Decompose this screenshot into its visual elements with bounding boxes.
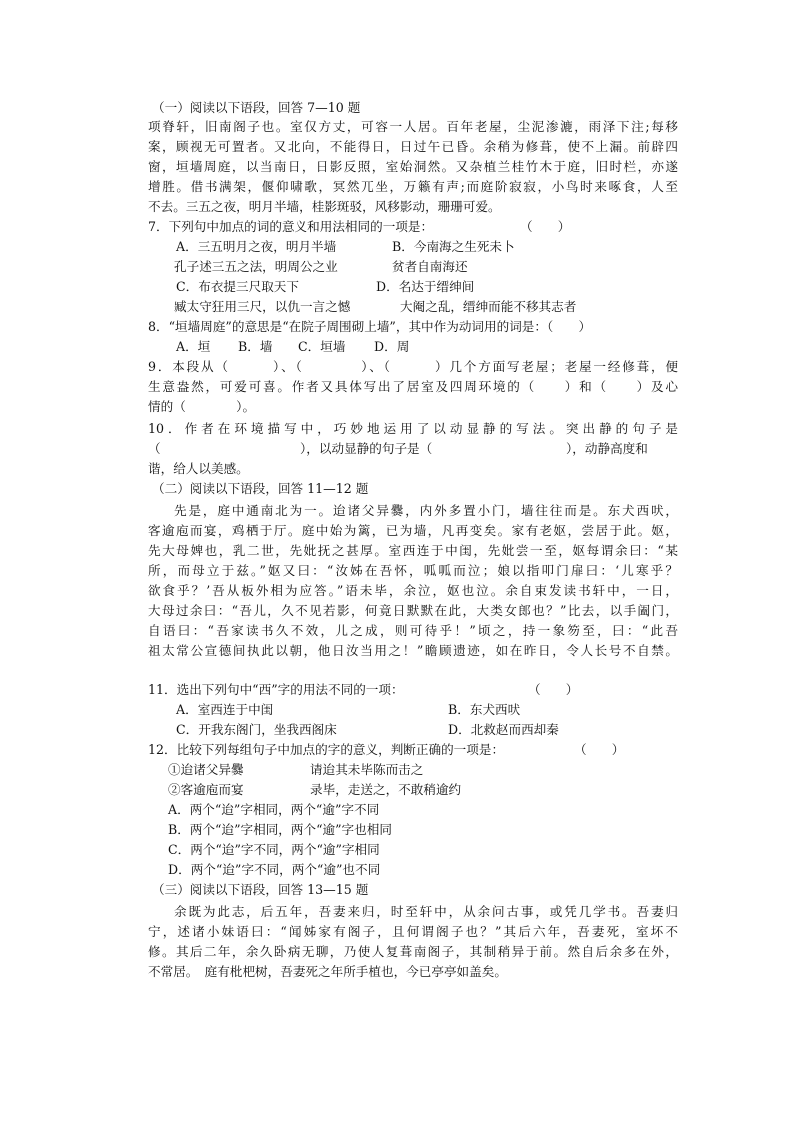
section1-line: 不去。三五之夜，明月半墙，桂影斑驳，风移影动，珊珊可爱。 (148, 199, 501, 214)
q12-pair1-a: ①迨诸父异爨 (168, 762, 244, 777)
section3-line: 不常居。 庭有枇杷树，吾妻死之年所手植也，今已亭亭如盖矣。 (148, 964, 507, 979)
q11-stem (148, 680, 579, 700)
section3-line: 余既为此志，后五年，吾妻来归，时至轩中，从余问古事，或凭几学书。吾妻归 (174, 904, 678, 919)
q11-option-b: B．东犬西吠 (448, 702, 521, 717)
section1-line: 项脊轩，旧南阁子也。室仅方丈，可容一人居。百年老屋，尘泥渗漉，雨泽下注;每移 (148, 119, 678, 134)
section1-line: 增胜。借书满架，偃仰啸歌，冥然兀坐，万籁有声;而庭阶寂寂，小鸟时来啄食，人至 (148, 179, 678, 194)
q9-line: 情的（ ）。 (148, 399, 256, 414)
section2-line: 先是，庭中通南北为一。迨诸父异爨，内外多置小门，墙往往而是。东犬西吠， (174, 503, 678, 518)
q9-line: 9．本段从（ ）、（ ）、（ ）几个方面写老屋；老屋一经修葺，便 (148, 359, 678, 374)
section2-line: 祖太常公宣德间执此以朝，他日汝当用之！”瞻顾遗迹，如在昨日，令人长号不自禁。 (148, 643, 678, 658)
section3-line: 宁，述诸小妹语曰：“闻姊家有阁子，且何谓阁子也？”其后六年，吾妻死，室坏不 (148, 924, 678, 939)
q11-stem-text: 11．选出下列句中“西”字的用法不同的一项： (148, 682, 404, 697)
q12-pair2-b: 录毕，走送之，不敢稍逾约 (310, 782, 462, 797)
q12-option-d: D．两个“迨”字不同，两个“逾”也不同 (168, 862, 381, 877)
q8-option-d: D．周 (374, 339, 410, 354)
section2-line: 欲食乎？’吾从板外相为应答。”语未毕，余泣，妪也泣。余自束发读书轩中，一日， (148, 583, 678, 598)
q10-line: 谐，给人以美感。 (148, 461, 249, 476)
section1-heading: （一）阅读以下语段，回答 7—10 题 (152, 100, 361, 115)
section2-line: 先大母婢也，乳二世，先妣抚之甚厚。室西连于中闺，先妣尝一至，妪每谓余曰：“某 (148, 543, 678, 558)
q7-option-c: C．布衣提三尺取天下 (176, 279, 299, 294)
q10-line-blanks (148, 439, 678, 459)
section3-heading: （三）阅读以下语段，回答 13—15 题 (152, 882, 369, 897)
q10-blank-close: ），动静高度和 (566, 441, 648, 456)
section2-heading: （二）阅读以下语段，回答 11—12 题 (152, 481, 369, 496)
q12-pair1-b: 请迨其未毕陈而击之 (310, 762, 424, 777)
q12-option-c: C．两个“迨”字不同，两个“逾”字相同 (168, 842, 380, 857)
q10-line: 10．作者在环境描写中，巧妙地运用了以动显静的写法。突出静的句子是 (148, 421, 678, 436)
q7-stem-text: 7．下列句中加点的词的意义和用法相同的一项是： (148, 219, 434, 234)
q7-option-b-compare: 贫者自南海还 (392, 259, 468, 274)
q12-option-b: B．两个“迨”字相同，两个“逾”字也相同 (168, 822, 392, 837)
section1-line: 窗，垣墙周庭，以当南日，日影反照，室始洞然。又杂植兰桂竹木于庭，旧时栏，亦遂 (148, 159, 678, 174)
q10-blank-open: （ (148, 441, 161, 456)
q8-stem: 8．“垣墙周庭”的意思是“在院子周围砌上墙”，其中作为动词用的词是：（ ） (148, 319, 592, 334)
q11-option-c: C．开我东阁门，坐我西阁床 (176, 722, 337, 737)
q7-option-b: B．今南海之生死未卜 (392, 239, 515, 254)
section2-line: 客逾庖而宴，鸡栖于厅。庭中始为篱，已为墙，凡再变矣。家有老妪，尝居于此。妪， (148, 523, 678, 538)
q12-pair2-a: ②客逾庖而宴 (168, 782, 244, 797)
section2-line: 大母过余曰：“吾儿，久不见若影，何竟日默默在此，大类女郎也？”比去，以手阖门， (148, 603, 678, 618)
q10-blank-mid: ），以动显静的句子是（ (300, 441, 433, 456)
q9-line: 生意盎然，可爱可喜。作者又具体写出了居室及四周环境的（ ）和（ ）及心 (148, 379, 678, 394)
q7-option-a: A．三五明月之夜，明月半墙 (176, 239, 337, 254)
q12-answer-paren: （ ） (574, 742, 625, 757)
section3-line: 修。其后二年，余久卧病无聊，乃使人复葺南阁子，其制稍异于前。然自后余多在外， (148, 944, 678, 959)
q8-option-b: B．墙 (238, 339, 273, 354)
section2-line: 自语曰：“吾家读书久不效，儿之成，则可待乎！”顷之，持一象笏至，曰：“此吾 (148, 623, 678, 638)
q11-option-a: A．室西连于中闺 (176, 702, 274, 717)
q11-option-d: D．北救赵而西却秦 (448, 722, 559, 737)
q7-option-d: D．名达于缙绅间 (376, 279, 475, 294)
q8-option-c: C．垣墙 (298, 339, 346, 354)
q7-answer-paren: （ ） (520, 219, 571, 234)
q12-stem (148, 740, 625, 760)
q11-answer-paren: （ ） (528, 682, 579, 697)
q7-stem (148, 217, 571, 237)
q12-option-a: A．两个“迨”字相同，两个“逾”字不同 (168, 802, 380, 817)
q8-option-a: A．垣 (176, 339, 211, 354)
section2-line: 所，而母立于兹。”妪又曰：“汝姊在吾怀，呱呱而泣；娘以指叩门扉曰：‘儿寒乎？ (148, 563, 678, 578)
q12-stem-text: 12．比较下列每组句子中加点的字的意义，判断正确的一项是： (148, 742, 505, 757)
q7-option-a-compare: 孔子述三五之法，明周公之业 (174, 259, 338, 274)
q7-option-d-compare: 大阉之乱，缙绅而能不移其志者 (400, 299, 577, 314)
q7-option-c-compare: 臧太守狂用三尺，以仇一言之憾 (174, 299, 351, 314)
section1-line: 案，顾视无可置者。又北向，不能得日，日过午已昏。余稍为修葺，使不上漏。前辟四 (148, 139, 678, 154)
